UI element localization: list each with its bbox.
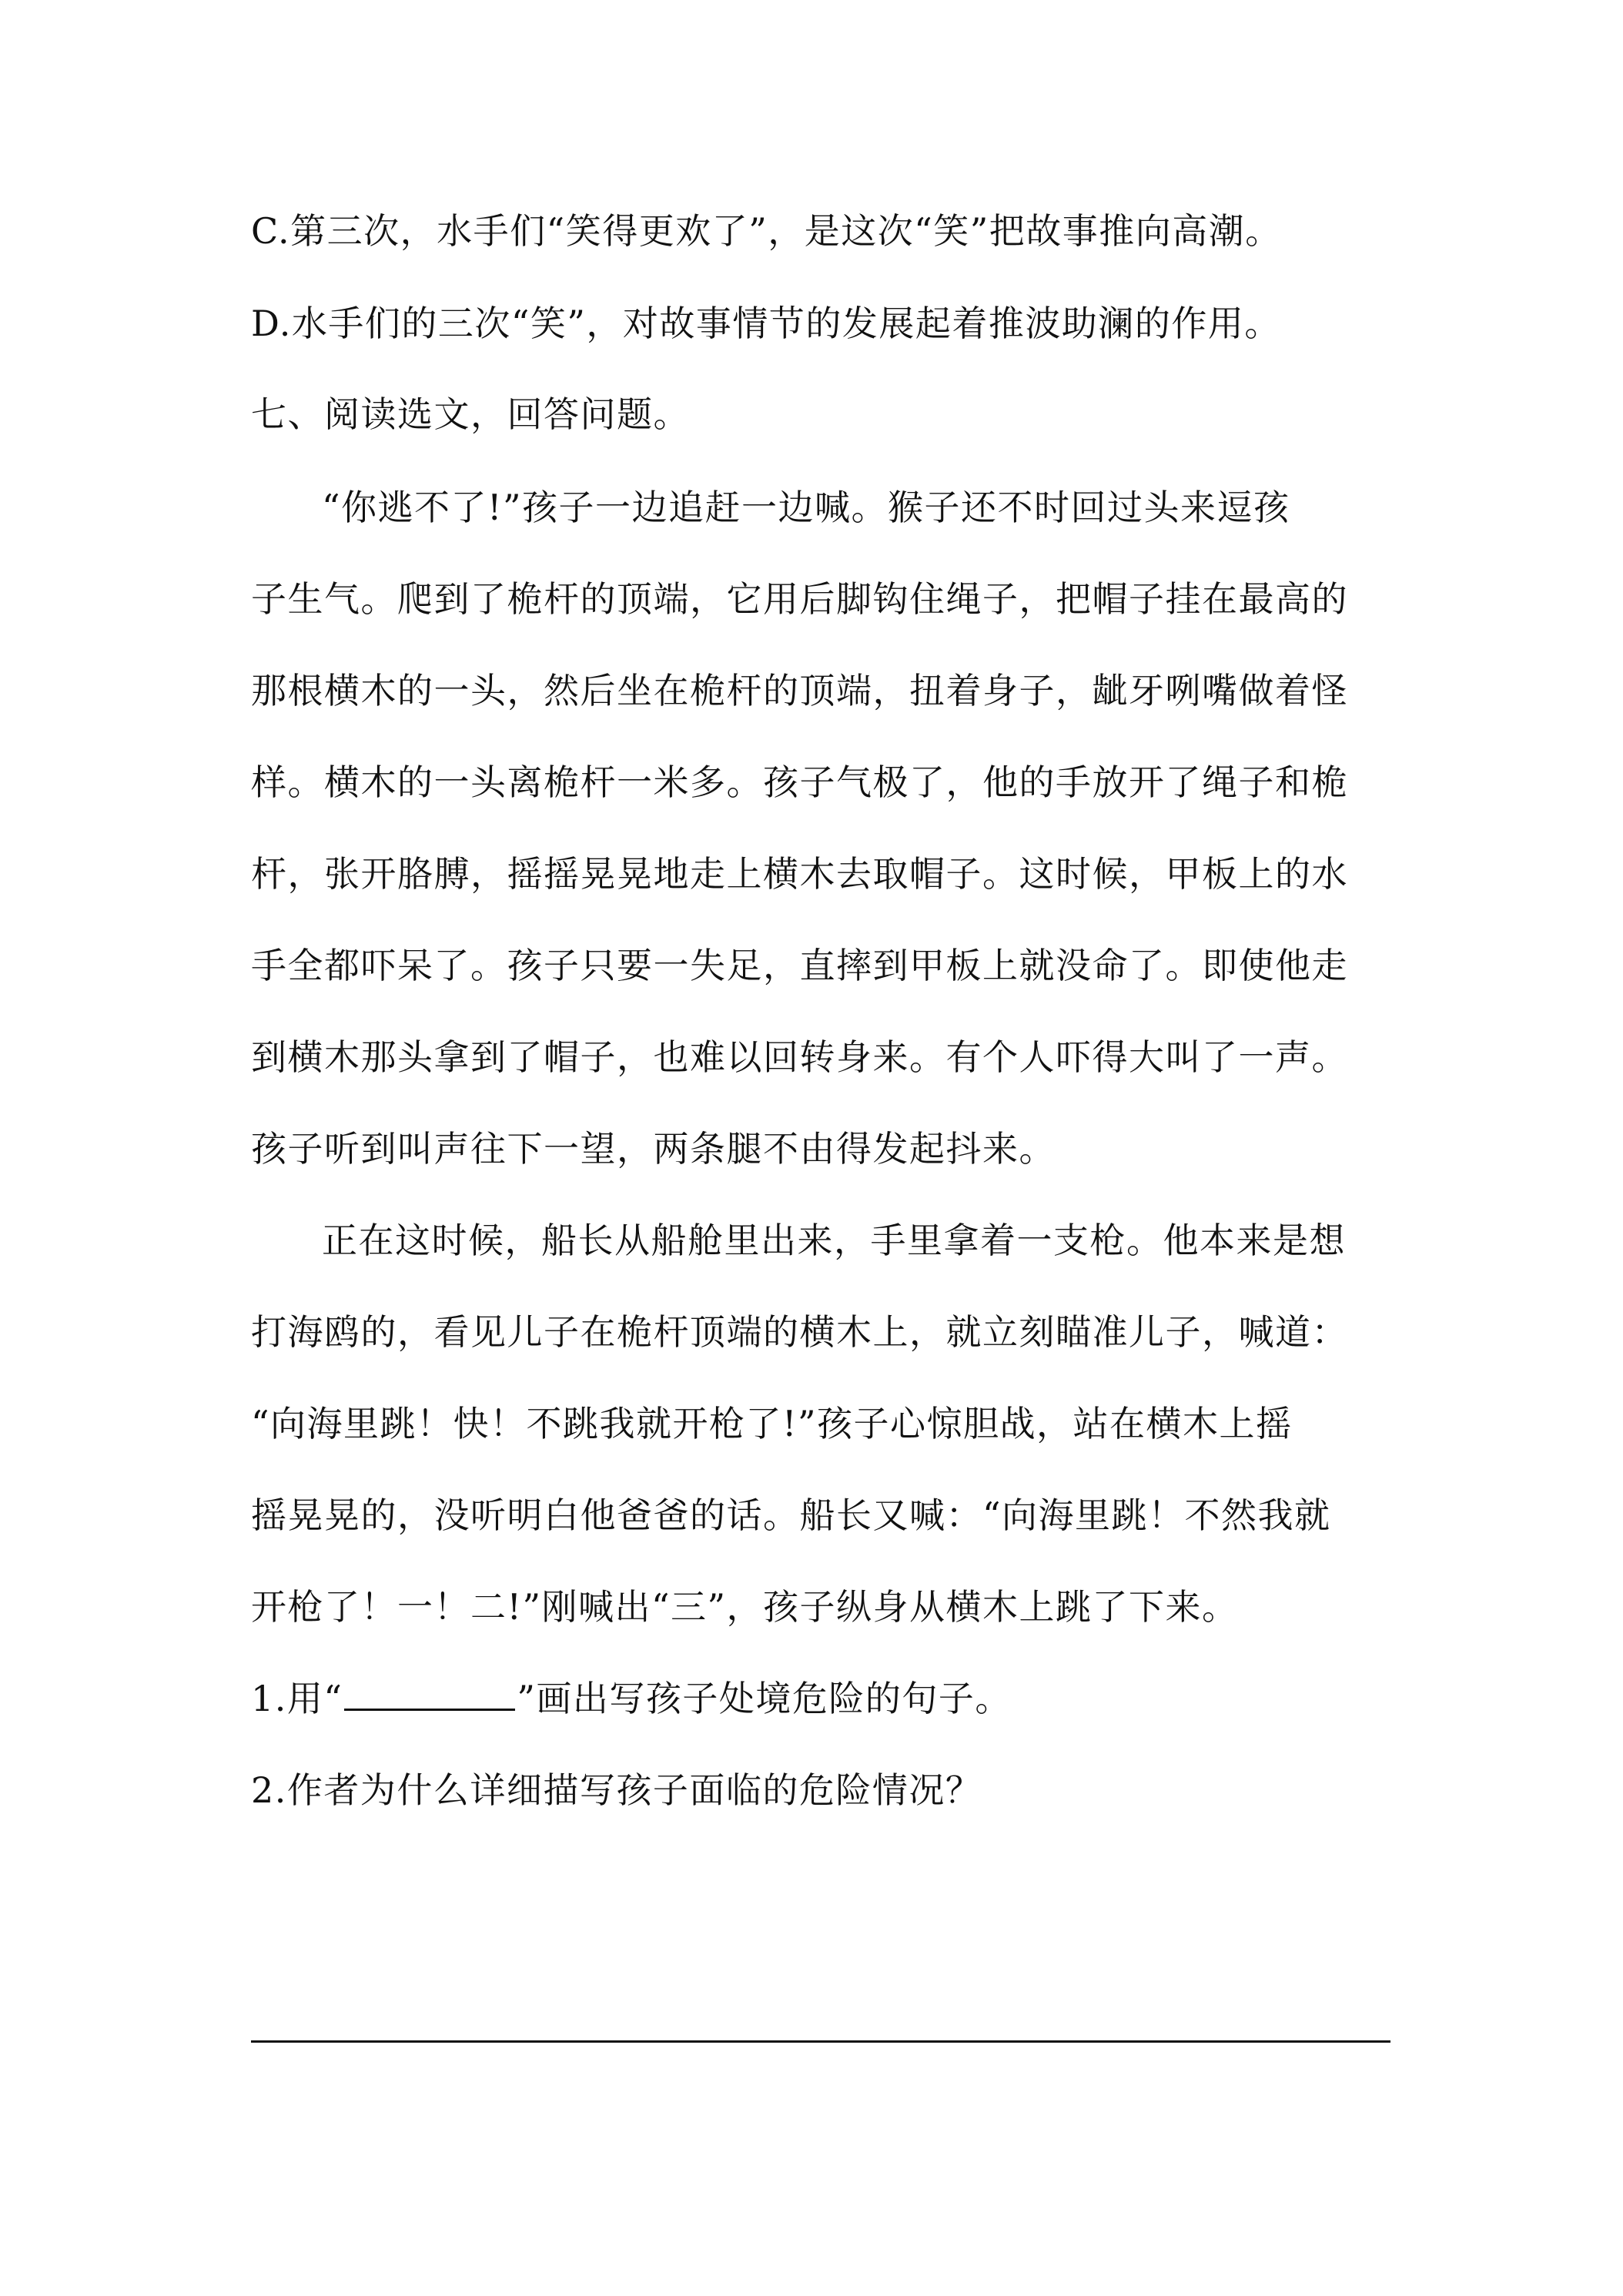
passage-line: 手全都吓呆了。孩子只要一失足，直摔到甲板上就没命了。即使他走 bbox=[251, 945, 1348, 986]
answer-line[interactable] bbox=[251, 2040, 1390, 2043]
passage-line: 正在这时候，船长从船舱里出来，手里拿着一支枪。他本来是想 bbox=[322, 1220, 1346, 1261]
passage-line: 那根横木的一头，然后坐在桅杆的顶端，扭着身子，龇牙咧嘴做着怪 bbox=[251, 670, 1348, 711]
passage-line: 子生气。爬到了桅杆的顶端，它用后脚钩住绳子，把帽子挂在最高的 bbox=[251, 578, 1348, 620]
passage-line: 打海鸥的，看见儿子在桅杆顶端的横木上，就立刻瞄准儿子，喊道： bbox=[251, 1311, 1348, 1353]
underline-sample bbox=[344, 1681, 515, 1711]
passage-line: “向海里跳！快！不跳我就开枪了!”孩子心惊胆战，站在横木上摇 bbox=[251, 1403, 1293, 1444]
passage-line: 开枪了！一！二!”刚喊出“三”，孩子纵身从横木上跳了下来。 bbox=[251, 1586, 1239, 1628]
passage-line: 样。横木的一头离桅杆一米多。孩子气极了，他的手放开了绳子和桅 bbox=[251, 761, 1348, 803]
option-c: C.第三次，水手们“笑得更欢了”，是这次“笑”把故事推向高潮。 bbox=[251, 210, 1282, 252]
passage-line: 杆，张开胳膊，摇摇晃晃地走上横木去取帽子。这时候，甲板上的水 bbox=[251, 853, 1348, 895]
passage-line: 孩子听到叫声往下一望，两条腿不由得发起抖来。 bbox=[251, 1128, 1056, 1170]
question-1 bbox=[251, 1676, 1390, 1721]
passage-line: 到横木那头拿到了帽子，也难以回转身来。有个人吓得大叫了一声。 bbox=[251, 1036, 1348, 1078]
option-d: D.水手们的三次“笑”，对故事情节的发展起着推波助澜的作用。 bbox=[251, 303, 1281, 344]
section-heading: 七、阅读选文，回答问题。 bbox=[251, 393, 690, 435]
passage-line: 摇晃晃的，没听明白他爸爸的话。船长又喊：“向海里跳！不然我就 bbox=[251, 1494, 1331, 1536]
question-1-prefix: 1.用“ bbox=[251, 1678, 343, 1719]
question-1-suffix: ”画出写孩子处境危险的句子。 bbox=[517, 1678, 1012, 1719]
question-2: 2.作者为什么详细描写孩子面临的危险情况？ bbox=[251, 1769, 982, 1811]
passage-line: “你逃不了!”孩子一边追赶一边喊。猴子还不时回过头来逗孩 bbox=[322, 487, 1290, 528]
